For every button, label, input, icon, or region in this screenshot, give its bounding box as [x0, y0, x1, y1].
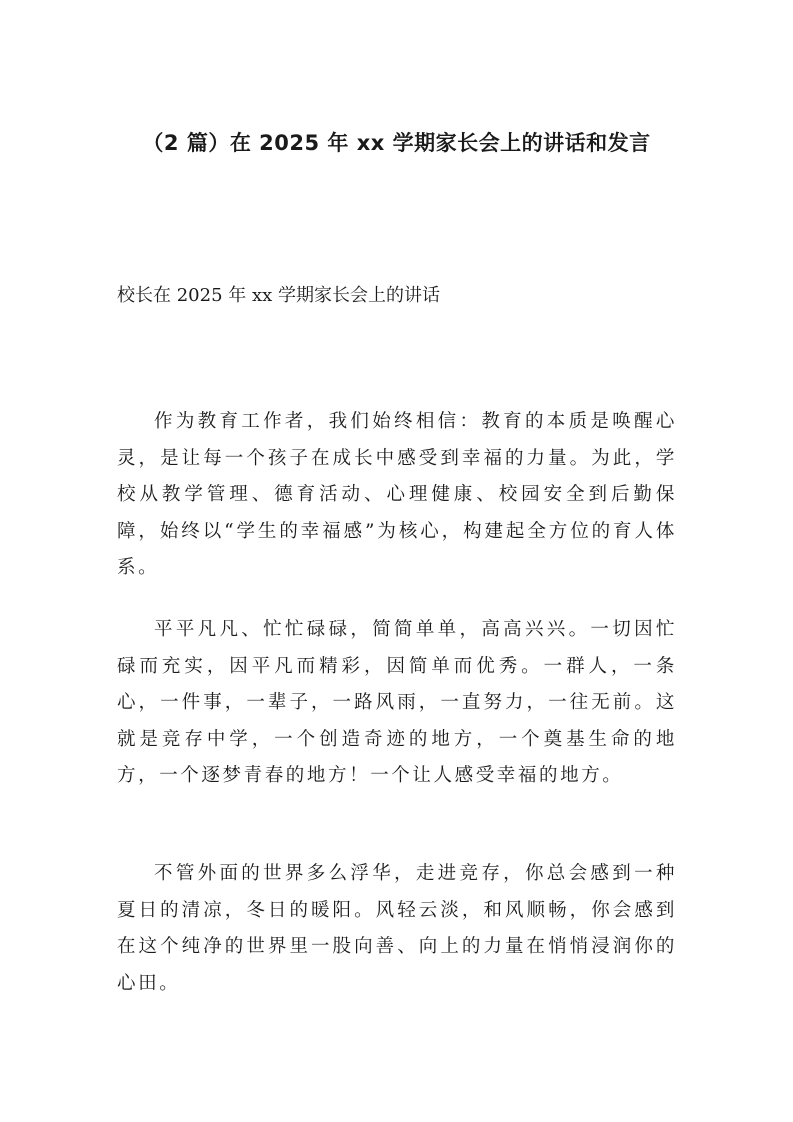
body-paragraph-2: 平平凡凡、忙忙碌碌，简简单单，高高兴兴。一切因忙碌而充实，因平凡而精彩，因简单而优秀。一群人，一条心，一件事，一辈子，一路风雨，一直努力，一往无前。这就是竞存中学，一个创造奇迹的地方，一个奠基生命的地方，一个逐梦青春的地方！一个让人感受幸福的地方。: [117, 619, 677, 786]
document-title: （2 篇）在 2025 年 xx 学期家长会上的讲话和发言: [142, 131, 651, 155]
section-heading: 校长在 2025 年 xx 学期家长会上的讲话: [117, 285, 440, 306]
body-paragraph-3: 不管外面的世界多么浮华，走进竞存，你总会感到一种夏日的清凉，冬日的暖阳。风轻云淡，和风顺畅，你会感到在这个纯净的世界里一股向善、向上的力量在悄悄浸润你的心田。: [117, 863, 677, 994]
body-paragraph-1: 作为教育工作者，我们始终相信：教育的本质是唤醒心灵，是让每一个孩子在成长中感受到幸福的力量。为此，学校从教学管理、德育活动、心理健康、校园安全到后勤保障，始终以“学生的幸福感”为核心，构建起全方位的育人体系。: [117, 411, 677, 578]
